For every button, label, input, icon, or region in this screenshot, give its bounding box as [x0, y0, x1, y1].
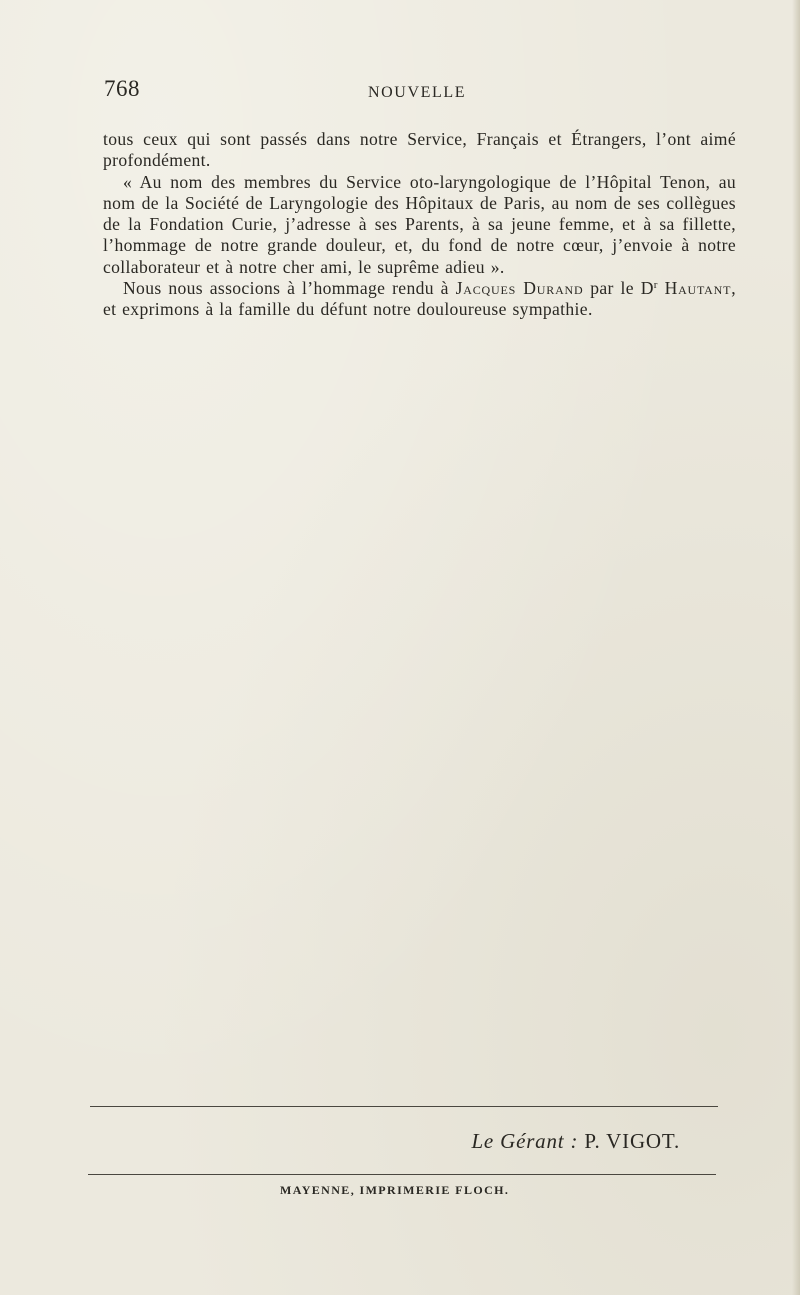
body-text	[103, 129, 736, 321]
printer-imprint: MAYENNE, IMPRIMERIE FLOCH.	[280, 1183, 510, 1197]
person-name-hautant: Hautant	[664, 278, 732, 299]
person-name-durand: Jacques Durand	[455, 278, 584, 299]
doctor-abbrev: D	[640, 278, 654, 299]
doctor-abbrev-superscript: r	[653, 279, 658, 292]
paragraph-2-quote: « Au nom des membres du Service oto-laryngologique de l’Hôpital Tenon, au nom de la Société de Laryngologie des Hôpitaux de Paris, au nom de ses collègues de la Fondation Curie, j’adresse à ses Parents, à sa jeune femme, et à sa fillette, l’hommage de notre grande douleur, et, du fond de notre cœur, j’envoie à notre collaborateur et à notre cher ami, le suprême adieu ».	[103, 171, 736, 277]
signature-role: Le Gérant :	[471, 1129, 579, 1153]
page-number: 768	[104, 76, 140, 101]
divider-rule-top	[90, 1106, 718, 1107]
paragraph-3-text-a: Nous nous associons à l’hommage rendu à	[123, 278, 456, 299]
paragraph-3	[103, 278, 736, 321]
paragraph-3-text-c: , et exprimons à la famille du défunt notre douloureuse sympathie.	[103, 278, 736, 320]
signature-line	[471, 1129, 680, 1154]
paragraph-1: tous ceux qui sont passés dans notre Service, Français et Étrangers, l’ont aimé profondément.	[103, 129, 736, 171]
paragraph-3-text-b: par le	[583, 278, 641, 299]
divider-rule-bottom	[88, 1174, 716, 1175]
page-edge-shadow	[792, 0, 800, 1295]
running-head: NOUVELLE	[368, 84, 467, 101]
signature-name: P. VIGOT.	[584, 1129, 680, 1153]
